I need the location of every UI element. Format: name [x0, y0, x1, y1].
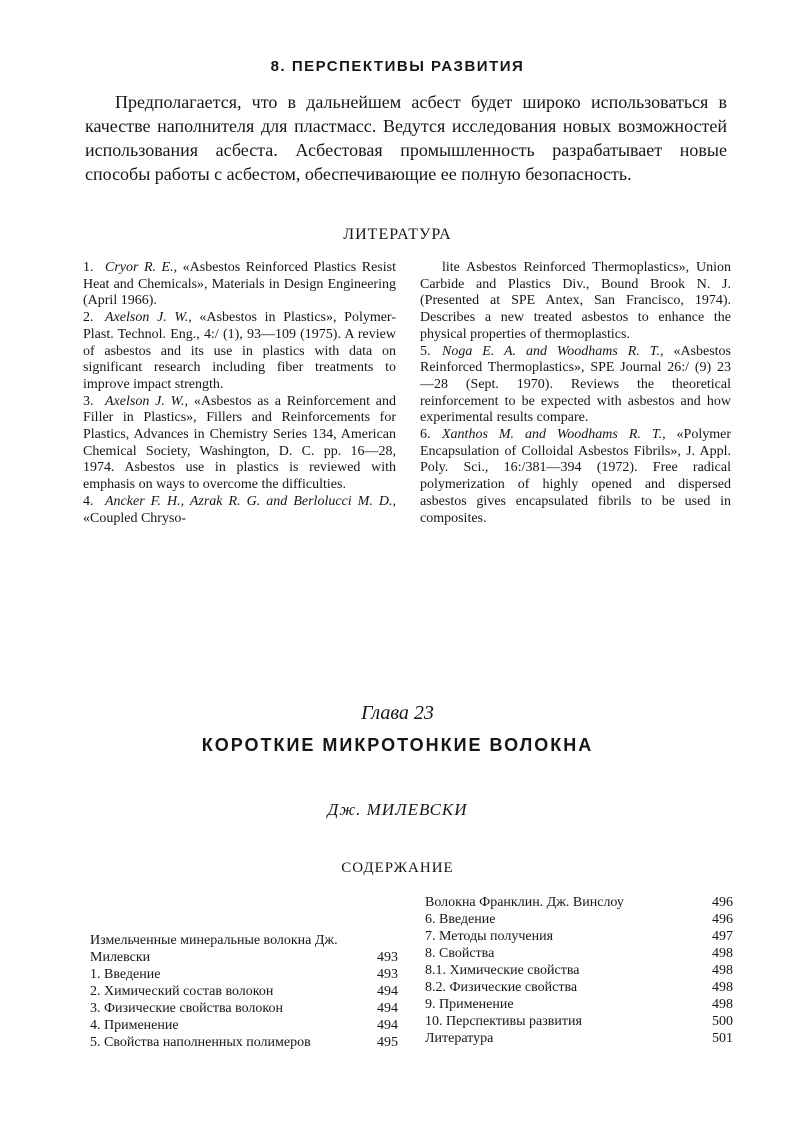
- chapter-author: Дж. МИЛЕВСКИ: [327, 800, 468, 819]
- toc-entry[interactable]: Литература 501: [425, 1031, 733, 1046]
- reference-item: 6. Xanthos M. and Woodhams R. T., «Polymer Encapsulation of Colloidal Asbestos Fibrils», J. Appl. Poly. Sci., 16:/381—394 (1972). Free radical polymerization of highly opened and dispersed asbestos gives encapsulated fibrils to be used in composites.: [420, 427, 731, 526]
- toc-entry[interactable]: 2. Химический состав волокон 494: [90, 984, 398, 999]
- reference-item: 1. Cryor R. E., «Asbestos Reinforced Plastics Resist Heat and Chemicals», Materials in Design Engineering (April 1966).: [83, 260, 396, 309]
- toc-entry[interactable]: 3. Физические свойства волокон 494: [90, 1001, 398, 1016]
- toc-entry[interactable]: 6. Введение 496: [425, 912, 733, 927]
- toc-entry[interactable]: 8. Свойства 498: [425, 946, 733, 961]
- reference-item: 5. Noga E. A. and Woodhams R. T., «Asbestos Reinforced Thermoplastics», SPE Journal 26:/ (9) 23—28 (Sept. 1970). Reviews the theoretical reinforcement to be expected with asbestos and how experimental results compare.: [420, 343, 731, 426]
- section-title: 8. ПЕРСПЕКТИВЫ РАЗВИТИЯ: [270, 58, 525, 75]
- literature-title: ЛИТЕРАТУРА: [343, 226, 452, 243]
- section-paragraph: Предполагается, что в дальнейшем асбест будет широко использоваться в качестве наполнителя для пластмасс. Ведутся исследования новых возможностей использования асбеста. Асбестовая промышленность разрабатывает новые способы работы с асбестом, обеспечивающие ее полную безопасность.: [85, 92, 727, 184]
- reference-item: 2. Axelson J. W., «Asbestos in Plastics», Polymer-Plast. Technol. Eng., 4:/ (1), 93—109 (1975). A review of asbestos and its use in plastics with data on significant research including fiber treatments to improve impact strength.: [83, 310, 396, 392]
- reference-item: 4. Ancker F. H., Azrak R. G. and Berlolucci M. D., «Coupled Chryso-: [83, 493, 396, 526]
- chapter-title: КОРОТКИЕ МИКРОТОНКИЕ ВОЛОКНА: [201, 735, 594, 755]
- toc-entry[interactable]: 7. Методы получения 497: [425, 929, 733, 944]
- toc-entry[interactable]: 8.2. Физические свойства 498: [425, 980, 733, 995]
- toc-entry[interactable]: 5. Свойства наполненных полимеров 495: [90, 1035, 398, 1050]
- contents-right-column: [425, 894, 733, 1047]
- chapter-label: Глава 23: [361, 702, 434, 724]
- toc-entry[interactable]: 4. Применение 494: [90, 1018, 398, 1033]
- references-right-column: [420, 260, 731, 527]
- toc-entry[interactable]: 1. Введение 493: [90, 967, 398, 982]
- reference-item: lite Asbestos Reinforced Thermoplastics», Union Carbide and Plastics Div., Bound Brook N. J. (Presented at SPE Antex, San Francisco, 1974). Describes a new treated asbestos to enhance the physical properties of thermoplastics.: [420, 260, 731, 342]
- references-left-column: [83, 260, 396, 527]
- contents-left-column: [90, 932, 398, 1051]
- toc-entry[interactable]: 9. Применение 498: [425, 997, 733, 1012]
- toc-entry[interactable]: 10. Перспективы развития 500: [425, 1014, 733, 1029]
- toc-entry[interactable]: Волокна Франклин. Дж. Винслоу 496: [425, 895, 733, 910]
- toc-entry[interactable]: Измельченные минеральные волокна Дж. Милевски 493: [90, 933, 398, 965]
- reference-item: 3. Axelson J. W., «Asbestos as a Reinforcement and Filler in Plastics», Fillers and Reinforcements for Plastics, Advances in Chemistry Series 134, American Chemical Society, Washington, D. C. pp. 16—28, 1974. Asbestos use in plastics is reviewed with emphasis on ways to overcome the difficulties.: [83, 393, 396, 493]
- toc-entry[interactable]: 8.1. Химические свойства 498: [425, 963, 733, 978]
- contents-title: СОДЕРЖАНИЕ: [341, 860, 454, 876]
